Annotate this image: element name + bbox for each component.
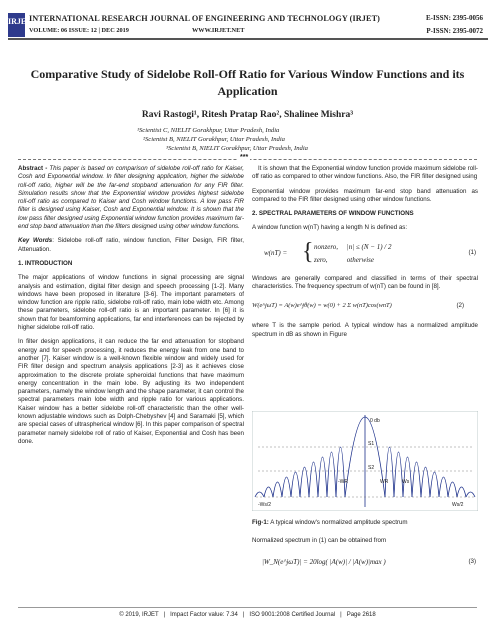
figure-label-0db: 0 db (370, 418, 380, 424)
right-paragraph-1: It is shown that the Exponential window function provide maximum sidelobe roll-off ratio as compared to other window functions. Also, the FIR filter designed using (252, 165, 478, 181)
figure-label-wr: WR (380, 479, 389, 485)
figure-caption-label: Fig-1: (252, 519, 269, 526)
left-column (18, 165, 244, 452)
journal-name: INTERNATIONAL RESEARCH JOURNAL OF ENGINEERING AND TECHNOLOGY (IRJET) (29, 14, 380, 23)
eq1-case2: zero, otherwise (314, 255, 375, 264)
eq1-case1: nonzero, |n| ≤ (N − 1) / 2 (314, 242, 392, 251)
figure-label-s2: S2 (368, 465, 375, 471)
abstract-text: This paper is based on comparison of sidelobe roll-off ratio for Kaiser, Cosh and Exponential window. In filter designing application, higher the sidelobe roll-off ratio, higher will be the far-end stopband attenuation for any FIR filter. Simulation results show that the Exponential window provides highest sidelobe roll-off ratio as compared to Kaiser and Cosh window functions. A low pass FIR filter is designed using Kaiser, Cosh and Exponential window. It is shown that the low pass filter designed using Exponential window function provides maximum far-end stop band attenuation than the filters designed using other window functions. (18, 165, 244, 231)
figure-label-neg-wr: -WR (338, 479, 348, 485)
eq1-number: (1) (468, 248, 476, 256)
volume-info: VOLUME: 06 ISSUE: 12 | DEC 2019 (29, 27, 129, 34)
abstract (18, 165, 244, 231)
header-rule (8, 38, 488, 40)
eq2-number: (2) (456, 302, 464, 310)
separator-mark: *** (240, 154, 249, 161)
footer-iso: ISO 9001:2008 Certified Journal (249, 612, 336, 618)
equation-3 (262, 556, 478, 572)
right-paragraph-3: Windows are generally compared and classified in terms of their spectral characteristics. The frequency spectrum of w(nT) can be found in [8]. (252, 274, 478, 291)
paper-authors: Ravi Rastogi¹, Ritesh Pratap Rao², Shalinee Mishra³ (141, 110, 354, 120)
figure-label-s1: S1 (368, 441, 375, 447)
equation-2 (252, 297, 478, 317)
intro-paragraph-2: In filter design applications, it can reduce the far end attenuation for stopband energy and for speech processing, it reduces the energy leak from one band to another [7]. Kaiser window is a well-known flexible window and widely used for FIR filter design and spectrum analysis applications [2-3] as it achieves close approximation to the discrete prolate spheroidal functions that have maximum energy concentration in the main lobe. By adjusting its two independent parameters, namely the window length and the shape parameter, it can control the spectral parameters main lobe width and ripple ratio for various applications. Kaiser window has a better sidelobe roll-off characteristic than the other well-known adjustable windows such as Dolph-Chebyshev [4] and Saramaki [5], which are special cases of ultraspherical window [6]. In this paper comparison of spectral parameter namely sidelobe roll of ratio of Kaiser, Exponential and Cosh has been done. (18, 338, 244, 445)
eq2-text: W(e^jωT) = A(w)e^jθ(w) = w(0) + 2 Σ w(nT)cos(wnT) (252, 302, 392, 310)
right-paragraph-5: Normalized spectrum in (1) can be obtained from (252, 537, 387, 544)
right-column (252, 165, 478, 345)
keywords (18, 237, 244, 254)
eq3-text: |W_N(e^jωT)| = 20log( |A(w)| / |A(w)|max ) (262, 558, 386, 566)
intro-heading: 1. INTRODUCTION (18, 259, 73, 267)
keywords-text: : Sidelobe roll-off ratio, window function, Filter Design, FIR filter, Attenuation. (18, 237, 244, 253)
figure-label-ws: Ws (402, 479, 410, 485)
eissn: E-ISSN: 2395-0056 (426, 14, 483, 22)
page-footer: © 2019, IRJET | Impact Factor value: 7.34 | ISO 9001:2008 Certified Journal | Page 2618 (119, 612, 376, 618)
affiliation-2: ²Scientist B, NIELIT Gorakhpur, Uttar Pradesh, India (143, 136, 285, 143)
paper-title: Comparative Study of Sidelobe Roll-Off Ratio for Various Window Functions and its Application (30, 67, 465, 98)
abstract-label: Abstract - (18, 165, 50, 172)
footer-page: Page 2618 (346, 612, 376, 618)
amplitude-spectrum-figure (252, 411, 478, 511)
affiliation-1: ¹Scientist C, NIELIT Gorakhpur, Uttar Pradesh, India (137, 127, 280, 134)
figure-caption (252, 519, 478, 527)
section2-heading: 2. SPECTRAL PARAMETERS OF WINDOW FUNCTIONS (252, 210, 414, 218)
pissn: P-ISSN: 2395-0072 (426, 27, 483, 35)
eq1-lhs: w(nT) = (264, 248, 288, 257)
section2-intro: A window function w(nT) having a length N is defined as: (252, 224, 408, 232)
footer-rule (18, 607, 477, 608)
footer-impact: Impact Factor value: 7.34 (170, 612, 238, 618)
journal-website[interactable]: WWW.IRJET.NET (192, 27, 245, 34)
journal-logo: IRJET (8, 13, 25, 37)
right-paragraph-2: Exponential window provides maximum far-end stop band attenuation as compared to the FIR filter designed using other window functions. (252, 187, 478, 203)
eq1-brace: { (302, 238, 314, 265)
figure-label-left: -Ws/2 (258, 502, 272, 508)
equation-1 (252, 239, 478, 269)
intro-paragraph-1: The major applications of window functions in signal processing are signal analysis and estimation, digital filter design and speech processing [1-2]. Many windows have been proposed in literature [3-6]. The important parameters of window function are ripple ratio, sidelobe roll-off ratio, main lobe width etc. Among these parameters, sidelobe roll-off ratio is an important parameter. In [6] it is shown that for beamforming applications, far end interferences can be rejected by higher sidelobe roll-off ratio. (18, 274, 244, 332)
eq3-number: (3) (468, 558, 476, 565)
affiliation-3: ³Scientist B, NIELIT Gorakhpur, Uttar Pradesh, India (166, 145, 308, 152)
figure-caption-text: A typical window's normalized amplitude spectrum (268, 519, 408, 526)
keywords-label: Key Words (18, 237, 53, 245)
footer-copyright: © 2019, IRJET (119, 612, 159, 618)
figure-label-right: Ws/2 (452, 502, 464, 508)
right-paragraph-4: where T is the sample period. A typical window has a normalized amplitude spectrum in dB as shown in Figure (252, 322, 478, 338)
